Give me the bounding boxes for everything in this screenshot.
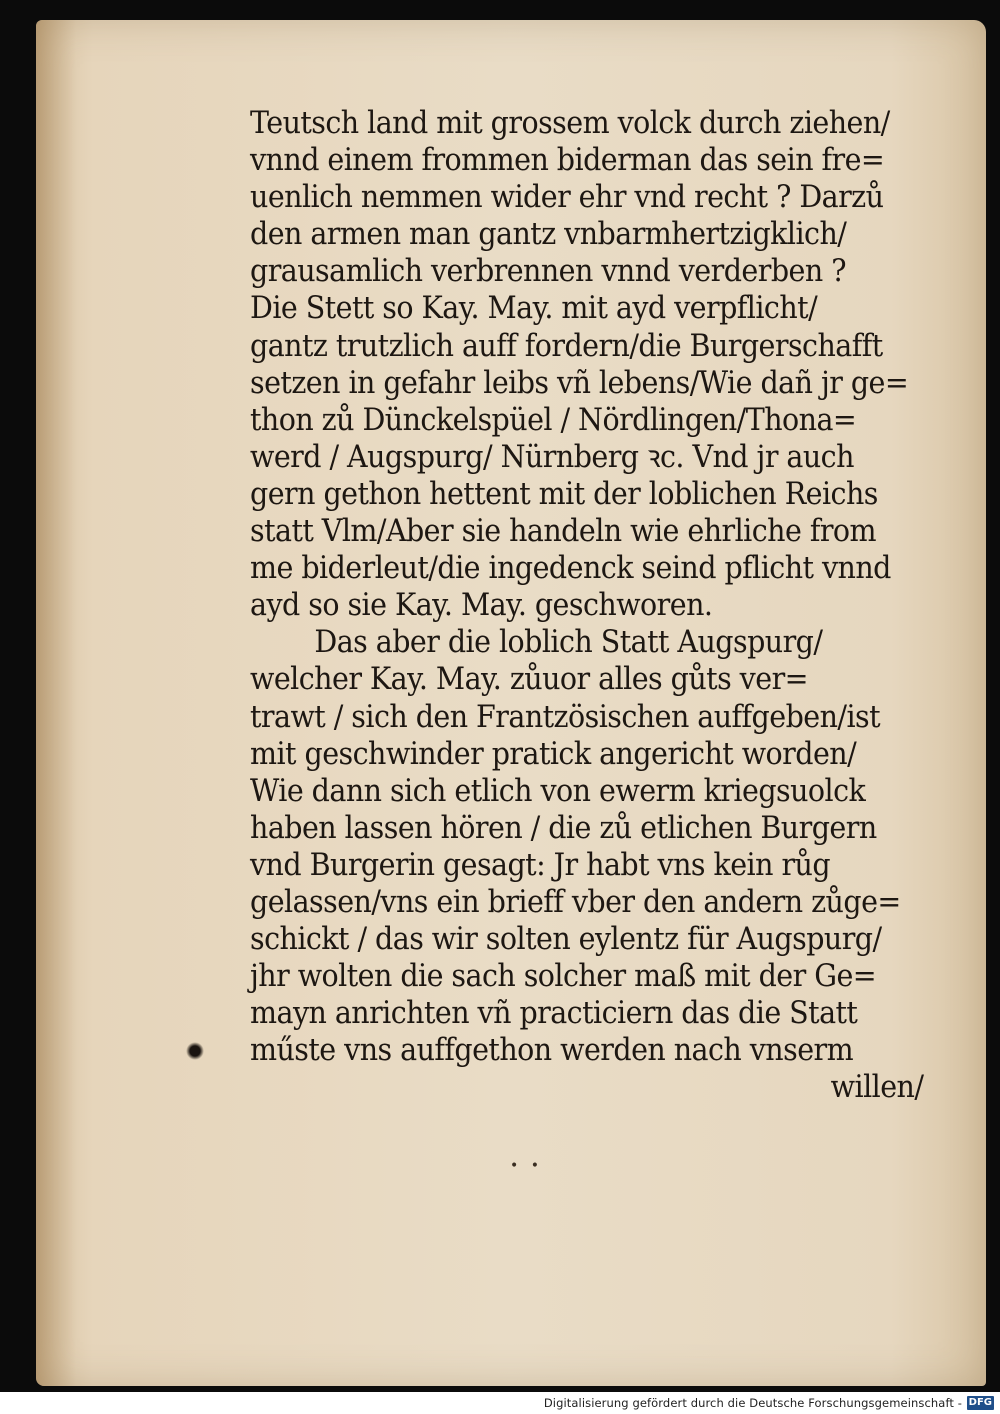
text-line: setzen in gefahr leibs vñ lebens/Wie dañ jr ge= (250, 364, 909, 401)
text-line: vnd Burgerin gesagt: Jr habt vns kein růg (250, 846, 831, 883)
text-line: jhr wolten die sach solcher maß mit der Ge= (250, 958, 877, 995)
text-line: welcher Kay. May. zůuor alles gůts ver= (250, 661, 808, 698)
text-line: műste vns auffgethon werden nach vnserm (250, 1032, 854, 1069)
text-line: werd / Augspurg/ Nürnberg ꝛc. Vnd jr auch (250, 438, 854, 475)
text-line: gelassen/vns ein brieff vber den andern zůge= (250, 883, 901, 920)
text-line: ayd so sie Kay. May. geschworen. (250, 587, 713, 624)
signature-marks: • • (510, 1158, 543, 1174)
text-line: Die Stett so Kay. May. mit ayd verpflicht/ (250, 290, 818, 327)
text-line: uenlich nemmen wider ehr vnd recht ? Darzů (250, 179, 884, 216)
ink-blot-mark (186, 1042, 204, 1060)
footer-bar (0, 1392, 1000, 1414)
text-line: schickt / das wir solten eylentz für Augspurg/ (250, 921, 882, 958)
text-line: Wie dann sich etlich von ewerm kriegsuolck (250, 772, 866, 809)
text-line: me biderleut/die ingedenck seind pflicht vnnd (250, 550, 891, 587)
funding-credit: Digitalisierung gefördert durch die Deutsche Forschungsgemeinschaft - (543, 1396, 962, 1410)
text-line: mayn anrichten vñ practiciern das die Statt (250, 995, 858, 1032)
text-line: statt Vlm/Aber sie handeln wie ehrliche from (250, 513, 877, 550)
text-line: gern gethon hettent mit der loblichen Reichs (250, 475, 878, 512)
page-edge-stain (36, 20, 76, 1386)
body-text (250, 105, 940, 1107)
text-line: grausamlich verbrennen vnnd verderben ? (250, 253, 846, 290)
text-line: mit geschwinder pratick angericht worden/ (250, 735, 857, 772)
text-line: trawt / sich den Frantzösischen auffgeben/ist (250, 698, 881, 735)
text-line: gantz trutzlich auff fordern/die Burgerschafft (250, 327, 883, 364)
dfg-logo: DFG (968, 1397, 992, 1408)
text-line: haben lassen hören / die zů etlichen Burgern (250, 809, 877, 846)
paragraph-start-line: Das aber die loblich Statt Augspurg/ (314, 624, 823, 661)
text-line: den armen man gantz vnbarmhertzigklich/ (250, 216, 847, 253)
text-line: vnnd einem frommen biderman das sein fre= (250, 142, 885, 179)
text-line: thon zů Dünckelspüel / Nördlingen/Thona= (250, 401, 857, 438)
catchword-line: willen/ (830, 1069, 924, 1106)
text-line: Teutsch land mit grossem volck durch ziehen/ (250, 105, 890, 141)
